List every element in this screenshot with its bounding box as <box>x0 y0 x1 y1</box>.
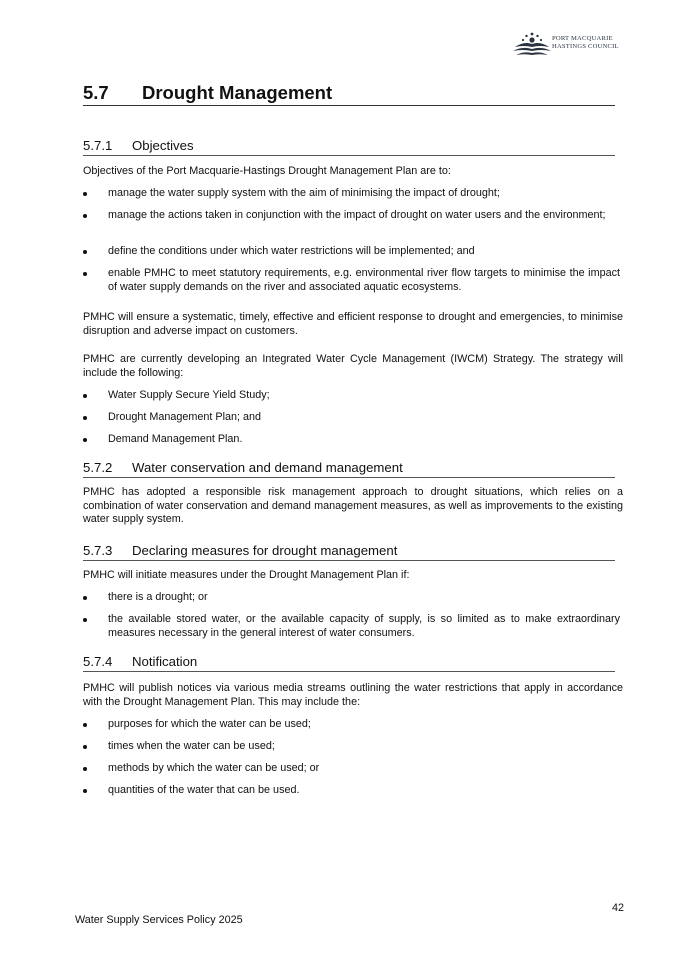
list-item: there is a drought; or <box>108 591 620 605</box>
council-logo-text <box>552 35 619 51</box>
list-item: purposes for which the water can be used; <box>108 718 620 732</box>
list-item: Water Supply Secure Yield Study; <box>108 389 620 403</box>
subsection-heading-declaring-measures <box>83 543 615 561</box>
subsection-heading-objectives <box>83 138 615 156</box>
council-logo <box>512 31 628 57</box>
subsection-title: Objectives <box>132 138 194 153</box>
list-item: enable PMHC to meet statutory requirements, e.g. environmental river flow targets to minimise the impact of water supply demands on the river and associated aquatic ecosystems. <box>108 267 620 293</box>
list-item: quantities of the water that can be used. <box>108 784 620 798</box>
list-item: the available stored water, or the available capacity of supply, is so limited as to make extraordinary measures necessary in the general interest of water consumers. <box>108 613 620 639</box>
subsection-heading-notification <box>83 654 615 672</box>
subsection-number: 5.7.4 <box>83 654 113 669</box>
list-item: define the conditions under which water restrictions will be implemented; and <box>108 245 620 259</box>
list-item: manage the water supply system with the aim of minimising the impact of drought; <box>108 187 620 201</box>
list-item: times when the water can be used; <box>108 740 620 754</box>
list-item: Drought Management Plan; and <box>108 411 620 425</box>
logo-line-1: PORT MACQUARIE <box>552 35 613 42</box>
page-number: 42 <box>612 902 625 914</box>
subsection-number: 5.7.3 <box>83 543 113 558</box>
list-item: Demand Management Plan. <box>108 433 620 447</box>
subsection-number: 5.7.2 <box>83 460 113 475</box>
paragraph: PMHC are currently developing an Integrated Water Cycle Management (IWCM) Strategy. The strategy will include the following: <box>83 353 623 379</box>
paragraph: Objectives of the Port Macquarie-Hastings Drought Management Plan are to: <box>83 165 451 177</box>
paragraph: PMHC will initiate measures under the Drought Management Plan if: <box>83 569 410 581</box>
footer-doc-title: Water Supply Services Policy 2025 <box>75 914 243 926</box>
paragraph: PMHC has adopted a responsible risk management approach to drought situations, which relies on a combination of water conservation and demand management measures, as well as improvements to the existing water supply system. <box>83 486 623 525</box>
subsection-number: 5.7.1 <box>83 138 113 153</box>
subsection-title: Declaring measures for drought management <box>132 543 398 558</box>
logo-line-2: HASTINGS COUNCIL <box>552 43 619 50</box>
subsection-title: Notification <box>132 654 198 669</box>
paragraph: PMHC will ensure a systematic, timely, effective and efficient response to drought and emergencies, to minimise disruption and adverse impact on customers. <box>83 311 623 337</box>
section-number: 5.7 <box>83 82 109 103</box>
subsection-title: Water conservation and demand management <box>132 460 403 475</box>
paragraph: PMHC will publish notices via various media streams outlining the water restrictions that apply in accordance with the Drought Management Plan. This may include the: <box>83 682 623 708</box>
council-logo-icon <box>512 31 552 57</box>
section-heading <box>83 82 615 106</box>
subsection-heading-water-conservation <box>83 460 615 478</box>
list-item: manage the actions taken in conjunction with the impact of drought on water users and the environment; <box>108 209 620 223</box>
list-item: methods by which the water can be used; or <box>108 762 620 776</box>
section-title: Drought Management <box>142 82 333 103</box>
